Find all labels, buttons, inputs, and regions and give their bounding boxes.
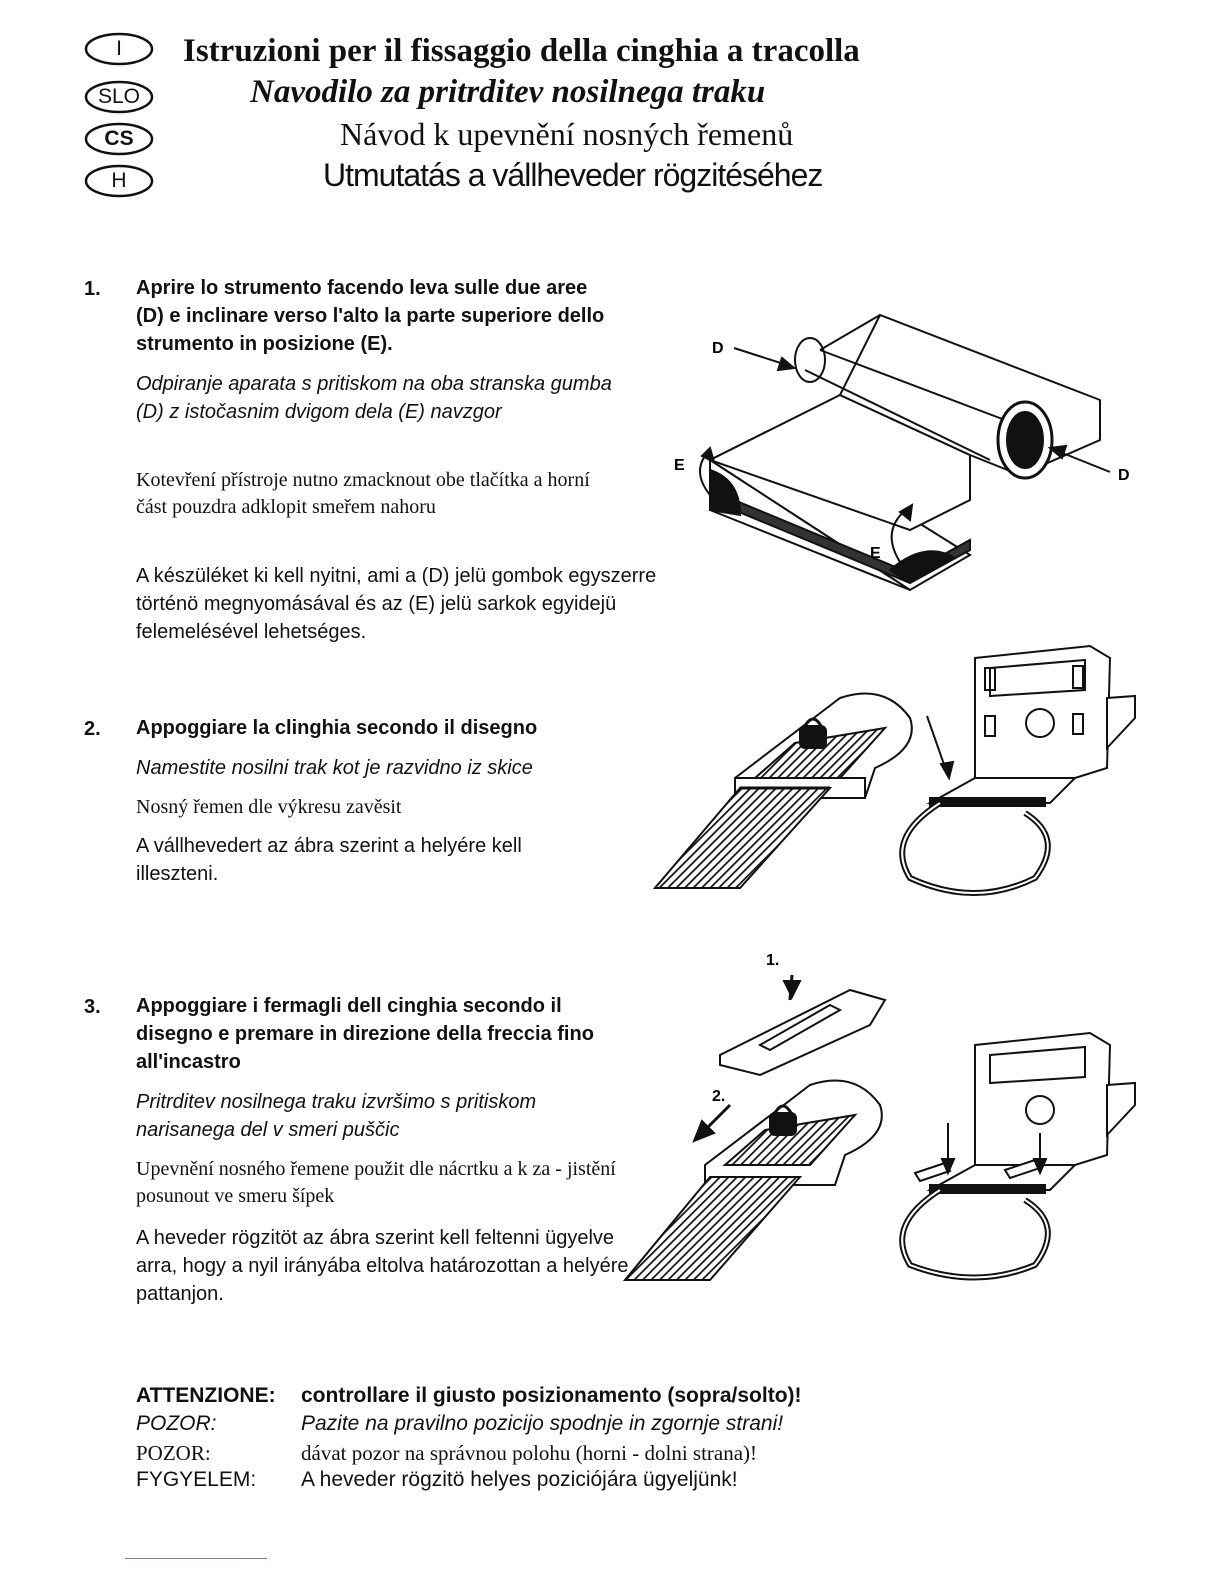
warning-text-slovenian: Pazite na pravilno pozicijo spodnje in zgornje strani! xyxy=(301,1412,784,1435)
title-italian: Istruzioni per il fissaggio della cinghia a tracolla xyxy=(183,33,860,69)
step-1-italian: Aprire lo strumento facendo leva sulle due aree (D) e inclinare verso l'alto la parte superiore dello strumento in posizione (E). xyxy=(136,277,605,355)
language-badge-italian xyxy=(84,32,154,66)
warning-label-italian: ATTENZIONE: xyxy=(136,1384,276,1407)
step-1-czech: Kotevření přístroje nutno zmacknout obe tlačítka a horní část pouzdra adklopit smeřem nahoru xyxy=(136,469,590,518)
footer-rule xyxy=(125,1558,267,1559)
language-code: H xyxy=(111,169,127,192)
language-code: SLO xyxy=(97,85,141,108)
label-e-left: E xyxy=(674,457,685,474)
language-code: I xyxy=(116,37,122,60)
step-number: 1. xyxy=(84,278,101,300)
illustration-clip-attachment xyxy=(620,945,1140,1290)
warning-label-czech: POZOR: xyxy=(136,1441,211,1465)
step-3-hungarian: A heveder rögzitöt az ábra szerint kell feltenni ügyelve arra, hogy a nyil irányába eltolva határozottan a helyére pattanjon. xyxy=(136,1227,629,1305)
warning-label-hungarian: FYGYELEM: xyxy=(136,1468,257,1491)
illustration-open-case xyxy=(670,300,1150,600)
warning-text-czech: dávat pozor na správnou polohu (horni - dolni strana)! xyxy=(301,1441,758,1465)
language-code: CS xyxy=(104,127,134,150)
step-number: 2. xyxy=(84,718,101,740)
step-1-slovenian: Odpiranje aparata s pritiskom na oba stranska gumba (D) z istočasnim dvigom dela (E) navzgor xyxy=(136,373,612,423)
step-2-slovenian: Namestite nosilni trak kot je razvidno iz skice xyxy=(136,757,533,779)
warning-text-hungarian: A heveder rögzitö helyes poziciójára ügyeljünk! xyxy=(301,1468,738,1491)
step-1-hungarian: A készüléket ki kell nyitni, ami a (D) jelü gombok egyszerre történö megnyomásával és az (E) jelü sarkok egyidejü felemelésével lehetséges. xyxy=(136,565,657,643)
step-2-italian: Appoggiare la clinghia secondo il disegno xyxy=(136,717,538,739)
language-badge-czech xyxy=(84,122,154,156)
title-slovenian: Navodilo za pritrditev nosilnega traku xyxy=(250,74,766,110)
language-badge-slovenian xyxy=(84,80,154,114)
warning-text-italian: controllare il giusto posizionamento (sopra/solto)! xyxy=(301,1384,802,1407)
title-czech: Návod k upevnění nosných řemenů xyxy=(340,116,794,152)
step-2-hungarian: A vállhevedert az ábra szerint a helyére kell illeszteni. xyxy=(136,835,522,885)
step-3-czech: Upevnění nosného řemene použit dle nácrtku a k za - jistění posunout ve smeru šípek xyxy=(136,1158,616,1207)
label-e-right: E xyxy=(870,545,881,562)
step-3-slovenian: Pritrditev nosilnega traku izvršimo s pritiskom narisanega del v smeri puščic xyxy=(136,1091,537,1141)
language-badge-hungarian xyxy=(84,164,154,198)
label-d-right: D xyxy=(1118,467,1130,484)
title-hungarian: Utmutatás a vállheveder rögzitéséhez xyxy=(323,157,823,193)
step-number: 3. xyxy=(84,996,101,1018)
step-2-czech: Nosný řemen dle výkresu zavěsit xyxy=(136,796,402,818)
warning-label-slovenian: POZOR: xyxy=(136,1412,217,1435)
illustration-place-strap xyxy=(645,638,1145,898)
label-step-two: 2. xyxy=(712,1088,726,1105)
label-d-left: D xyxy=(712,340,724,357)
label-step-one: 1. xyxy=(766,952,780,969)
step-3-italian: Appoggiare i fermagli dell cinghia secondo il disegno e premare in direzione della freccia fino all'incastro xyxy=(136,995,594,1073)
